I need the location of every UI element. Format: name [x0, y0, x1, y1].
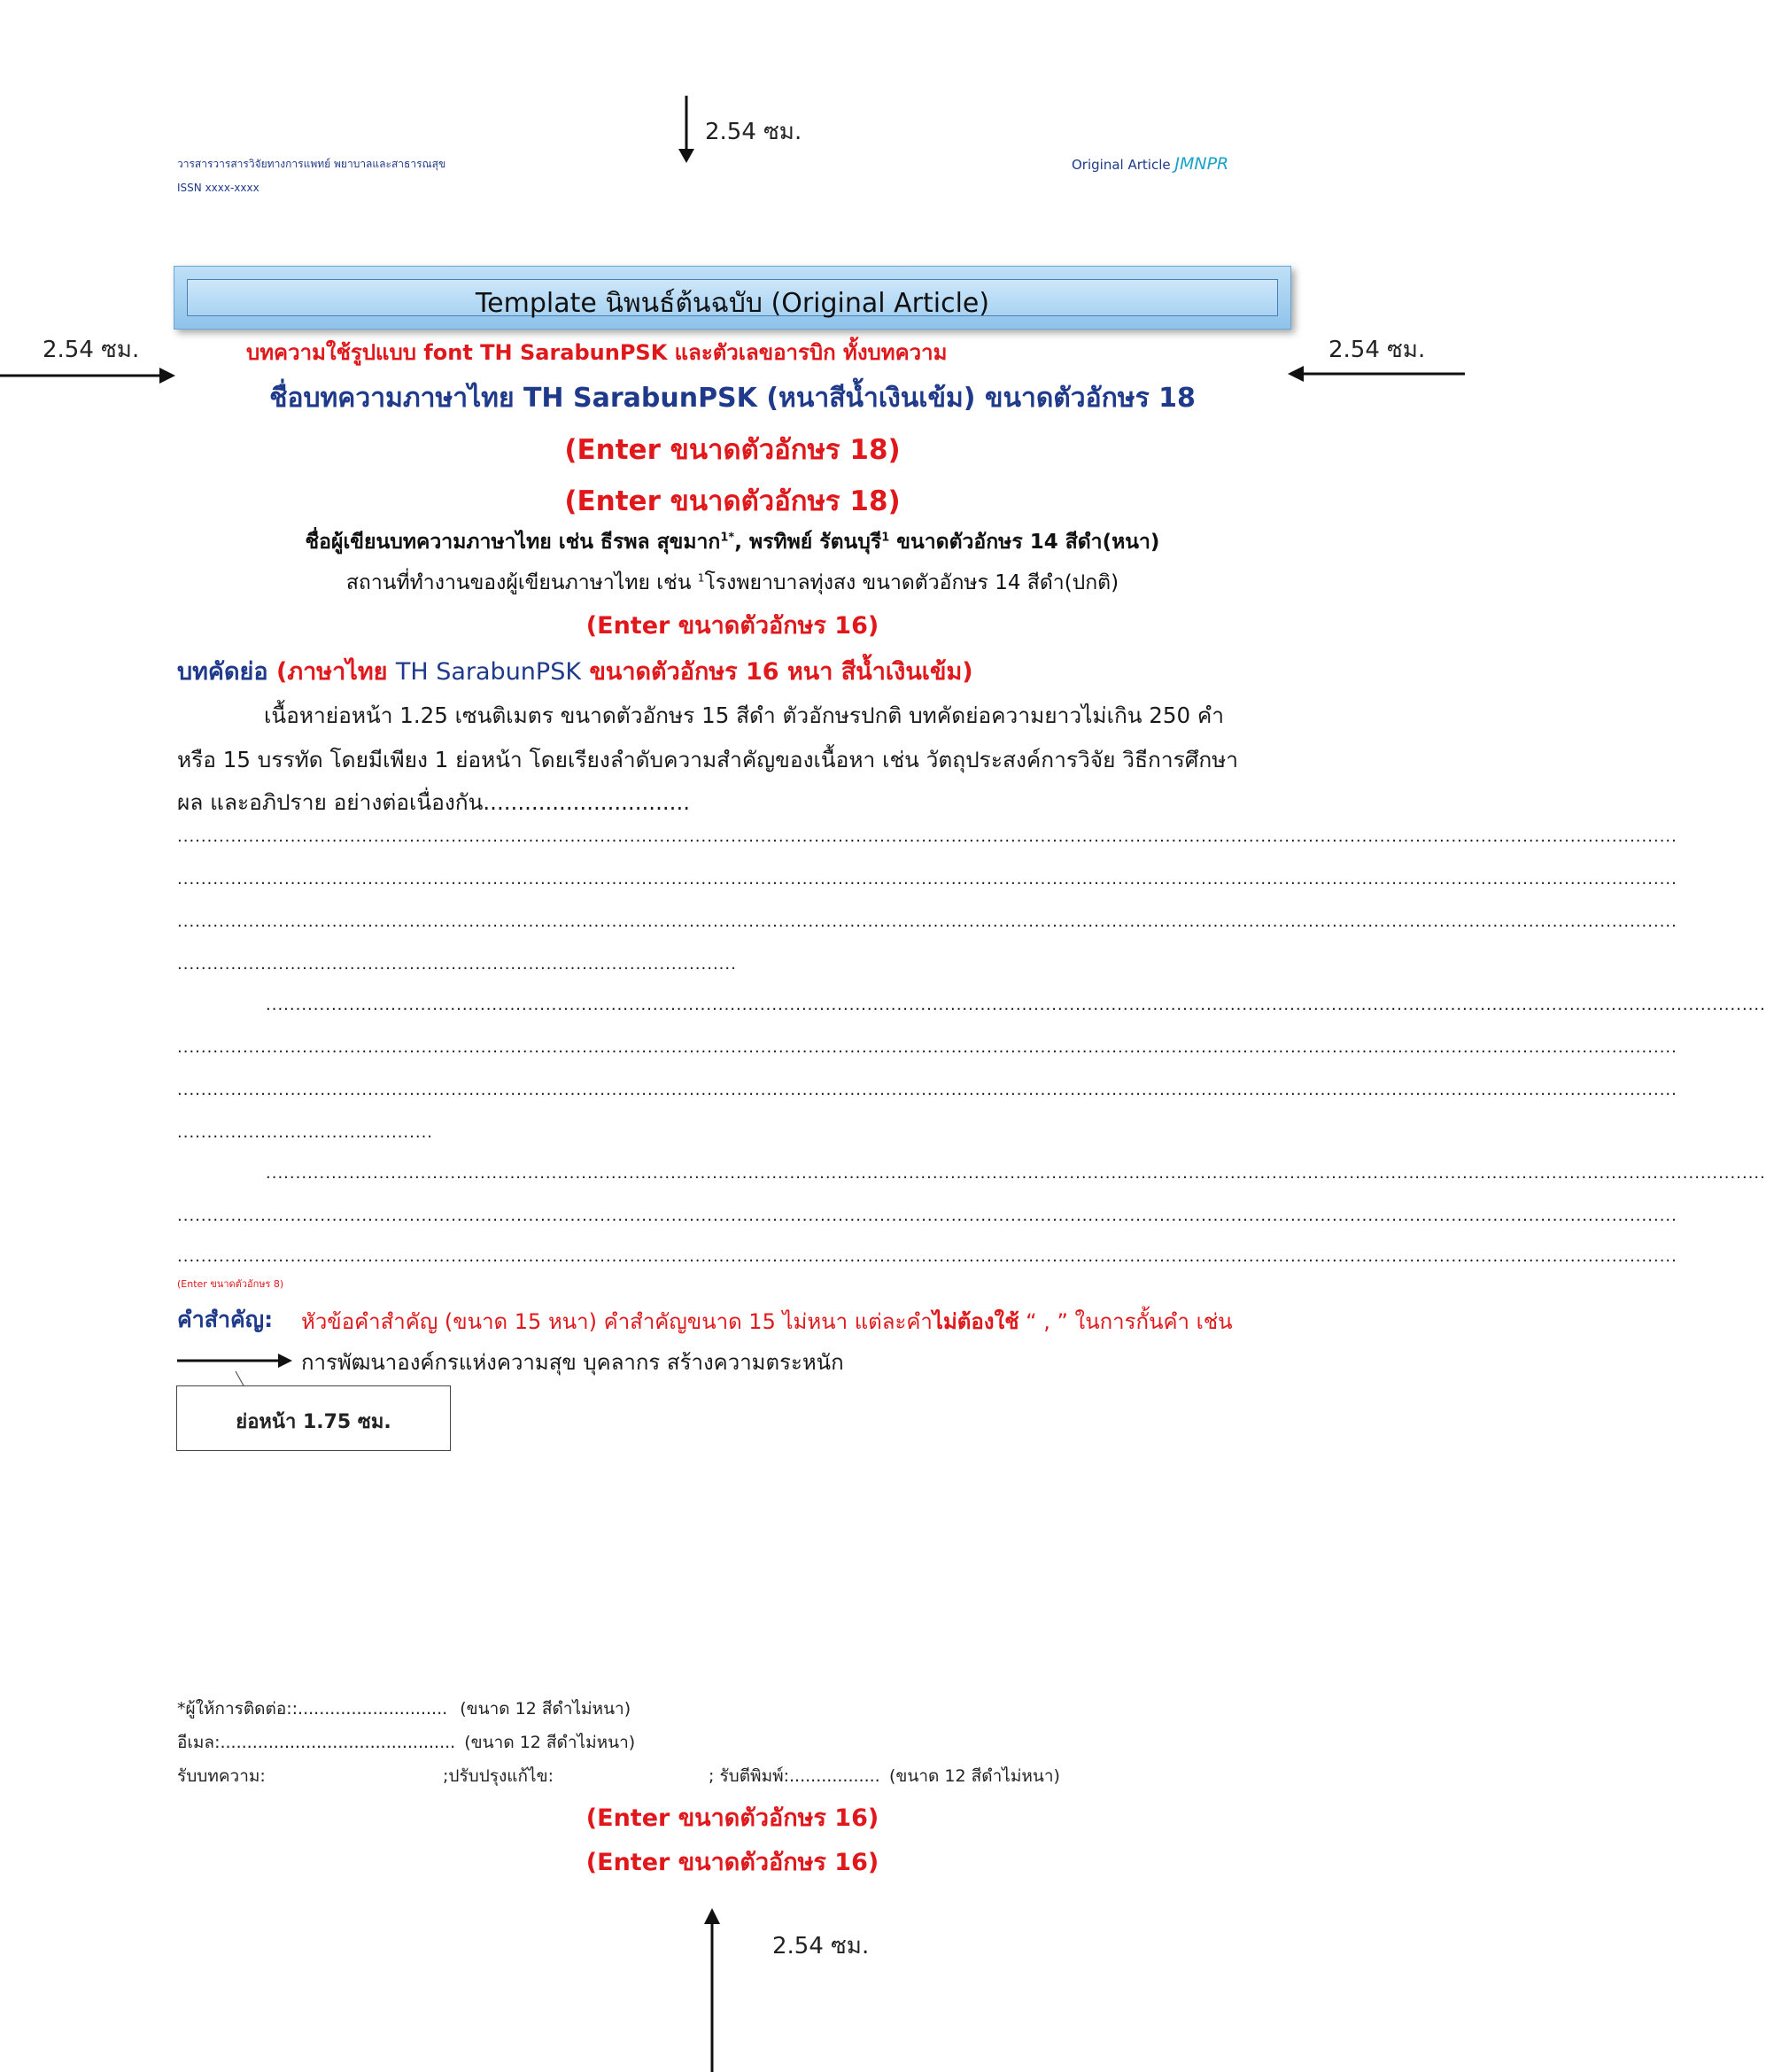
indent-callout-box — [176, 1385, 451, 1451]
journal-abbr: JMNPR — [1174, 154, 1229, 174]
abstract-heading-note-c: ขนาดตัวอักษร 16 หนา สีน้ำเงินเข้ม) — [581, 658, 973, 686]
dotted-fill-line: ........................................... — [177, 1123, 434, 1142]
author-2-sup: 1 — [881, 531, 890, 545]
affiliation-sup: 1 — [697, 571, 705, 585]
indent-callout-text: ย่อหน้า 1.75 ซม. — [236, 1411, 391, 1433]
right-margin-label: 2.54 ซม. — [1328, 337, 1426, 363]
affiliation-pre: สถานที่ทำงานของผู้เขียนภาษาไทย เช่น — [345, 571, 698, 594]
top-margin-arrow — [678, 96, 694, 163]
dotted-fill-line: ............................................................................................................................................................................................................................................................ — [177, 1081, 1677, 1099]
abstract-heading-line — [177, 652, 973, 690]
authors-line — [0, 526, 1465, 558]
dotted-fill-line: ............................................................................................................................................................................................................................................................ — [266, 1164, 1766, 1183]
keywords-description — [301, 1304, 1233, 1339]
dotted-fill-line: ............................................................................................................................................................................................................................................................ — [177, 827, 1677, 846]
article-type-header — [1072, 154, 1228, 174]
enter-note-18-a: (Enter ขนาดตัวอักษร 18) — [564, 434, 901, 466]
dotted-fill-line: ............................................................................................................................................................................................................................................................ — [177, 1207, 1677, 1225]
keywords-label: คำสำคัญ: — [177, 1307, 274, 1332]
email-line — [177, 1729, 635, 1756]
author-2: , พรทิพย์ รัตนบุรี — [734, 531, 882, 554]
top-margin-label: 2.54 ซม. — [705, 119, 802, 145]
abstract-heading-note-b: TH SarabunPSK — [395, 658, 582, 686]
journal-issn: ISSN xxxx-xxxx — [177, 182, 259, 194]
bottom-margin-arrow — [704, 1908, 720, 2072]
affiliation-line — [0, 567, 1465, 599]
contact-field: *ผู้ให้การติดต่อ::............................ — [177, 1699, 448, 1719]
dates-note: (ขนาด 12 สีดำไม่หนา) — [889, 1766, 1060, 1786]
accepted-field: ; รับตีพิมพ์:................. — [709, 1766, 880, 1786]
received-field: รับบทความ: — [177, 1766, 266, 1786]
indent-arrow — [177, 1354, 292, 1368]
contact-line — [177, 1696, 631, 1722]
dotted-fill-line: ............................................................................................................................................................................................................................................................ — [177, 870, 1677, 889]
abstract-line-1: เนื้อหาย่อหน้า 1.25 เซนติเมตร ขนาดตัวอักษร 15 สีดำ ตัวอักษรปกติ บทคัดย่อความยาวไม่เกิน 250 คำ — [264, 702, 1225, 728]
enter-note-16-a: (Enter ขนาดตัวอักษร 16) — [585, 1804, 879, 1832]
template-title: Template นิพนธ์ต้นฉบับ (Original Article) — [475, 288, 990, 319]
contact-note: (ขนาด 12 สีดำไม่หนา) — [460, 1699, 631, 1719]
dotted-fill-line: ............................................................................................................................................................................................................................................................ — [266, 996, 1766, 1014]
dotted-fill-line: .............................................................................................. — [177, 955, 737, 974]
enter-note-16: (Enter ขนาดตัวอักษร 16) — [585, 612, 879, 640]
authors-note: ขนาดตัวอักษร 14 สีดำ(หนา) — [889, 531, 1160, 554]
keywords-desc-c: “ , ” ในการกั้นคำ เช่น — [1019, 1309, 1233, 1334]
dotted-fill-line: ............................................................................................................................................................................................................................................................ — [177, 1038, 1677, 1057]
dotted-fill-line: ............................................................................................................................................................................................................................................................ — [177, 912, 1677, 931]
abstract-line-2: หรือ 15 บรรทัด โดยมีเพียง 1 ย่อหน้า โดยเรียงลำดับความสำคัญของเนื้อหา เช่น วัตถุประสงค์การวิจัย วิธีการศึกษา — [177, 747, 1239, 772]
email-note: (ขนาด 12 สีดำไม่หนา) — [464, 1733, 636, 1752]
keywords-desc-b: ไม่ต้องใช้ — [932, 1309, 1019, 1334]
journal-name: วารสารวารสารวิจัยทางการแพทย์ พยาบาลและสาธารณสุข — [177, 158, 446, 170]
bottom-margin-label: 2.54 ซม. — [772, 1933, 870, 1959]
author-1: ชื่อผู้เขียนบทความภาษาไทย เช่น ธีรพล สุขมาก — [305, 531, 721, 554]
revised-field: ;ปรับปรุงแก้ไข: — [443, 1766, 554, 1786]
dotted-fill-line: ............................................................................................................................................................................................................................................................ — [177, 1247, 1677, 1266]
abstract-line-3: ผล และอภิปราย อย่างต่อเนื่องกัน.............................. — [177, 789, 691, 815]
keywords-desc-a: หัวข้อคำสำคัญ (ขนาด 15 หนา) คำสำคัญขนาด 15 ไม่หนา แต่ละคำ — [301, 1309, 933, 1334]
keywords-example: การพัฒนาองค์กรแห่งความสุข บุคลากร สร้างความตระหนัก — [301, 1350, 844, 1375]
enter-note-18-b: (Enter ขนาดตัวอักษร 18) — [564, 485, 901, 517]
font-instruction: บทความใช้รูปแบบ font TH SarabunPSK และตัวเลขอารบิก ทั้งบทความ — [246, 340, 948, 365]
enter-note-8: (Enter ขนาดตัวอักษร 8) — [177, 1278, 284, 1290]
abstract-heading: บทคัดย่อ — [177, 658, 268, 686]
template-title-box — [174, 266, 1291, 330]
author-1-sup: 1* — [720, 531, 735, 545]
article-type-label: Original Article — [1072, 157, 1171, 173]
thai-article-title: ชื่อบทความภาษาไทย TH SarabunPSK (หนาสีน้ำเงินเข้ม) ขนาดตัวอักษร 18 — [269, 383, 1196, 414]
abstract-heading-note-a: (ภาษาไทย — [267, 658, 396, 686]
dates-line — [177, 1763, 1116, 1788]
enter-note-16-b: (Enter ขนาดตัวอักษร 16) — [585, 1849, 879, 1876]
left-margin-label: 2.54 ซม. — [43, 337, 140, 363]
email-field: อีเมล:............................................ — [177, 1733, 456, 1752]
affiliation-post: โรงพยาบาลทุ่งสง ขนาดตัวอักษร 14 สีดำ(ปกติ) — [704, 571, 1119, 594]
